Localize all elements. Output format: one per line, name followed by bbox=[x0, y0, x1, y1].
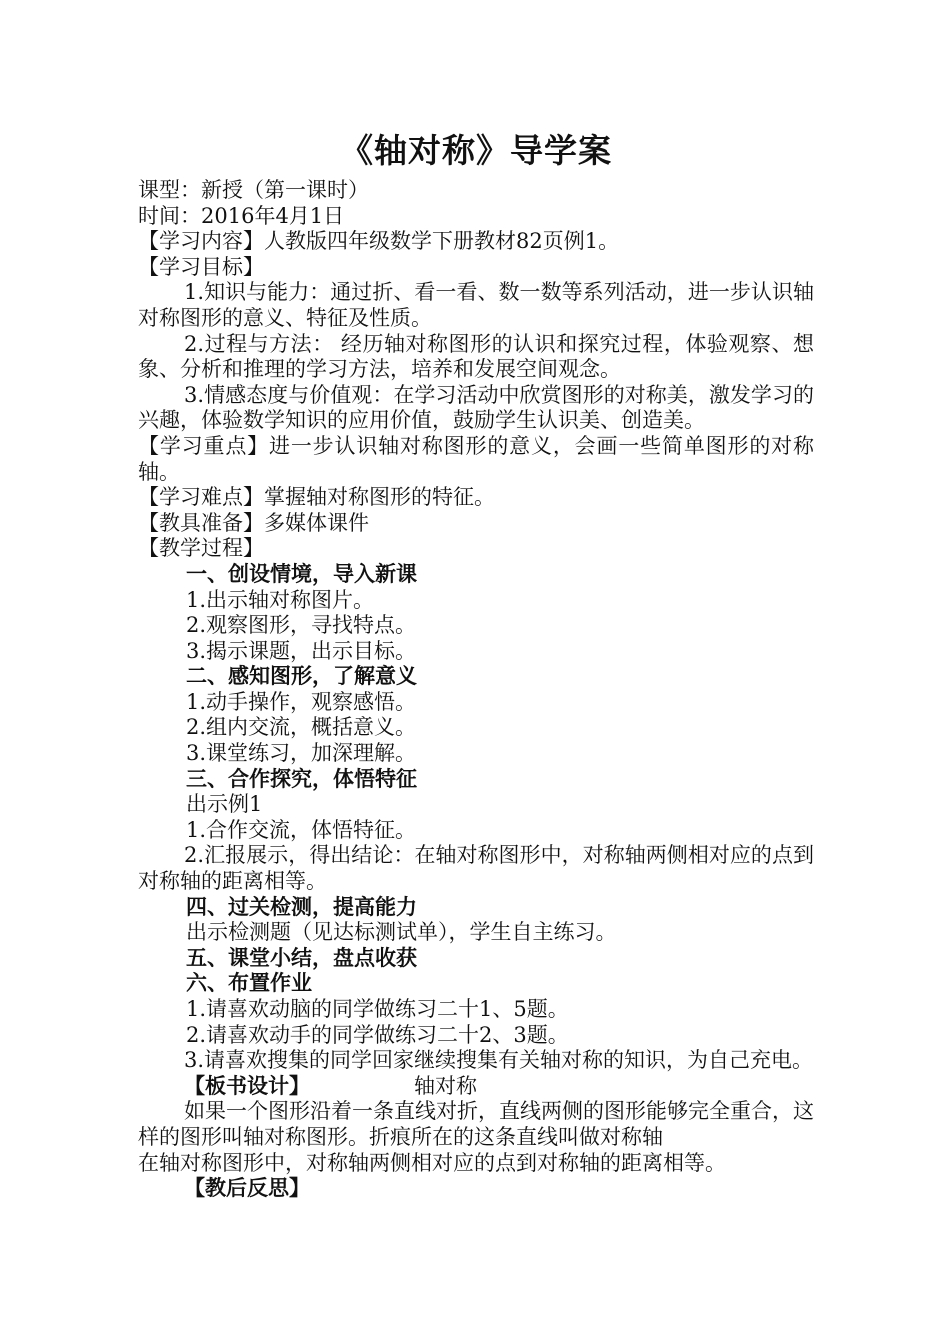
difficulty bbox=[138, 485, 814, 511]
section-line: 1.请喜欢动脑的同学做练习二十1、5题。 bbox=[186, 997, 569, 1021]
difficulty-label: 【学习难点】 bbox=[138, 485, 264, 510]
tools-label: 【教具准备】 bbox=[138, 510, 264, 535]
section-line: 2.组内交流，概括意义。 bbox=[186, 715, 417, 740]
section-heading: 一、创设情境，导入新课 bbox=[186, 561, 417, 586]
section-line: 2.请喜欢动手的同学做练习二十2、3题。 bbox=[186, 1022, 569, 1047]
reflection-label: 【教后反思】 bbox=[184, 1176, 310, 1201]
section-line: 1.合作交流，体悟特征。 bbox=[186, 817, 417, 842]
board-property: 在轴对称图形中，对称轴两侧相对应的点到对称轴的距离相等。 bbox=[138, 1150, 726, 1175]
difficulty-text: 掌握轴对称图形的特征。 bbox=[264, 485, 495, 510]
key-point-text: 进一步认识轴对称图形的意义，会画一些简单图形的对称轴。 bbox=[138, 433, 814, 484]
objective-item: 1.知识与能力：通过折、看一看、数一数等系列活动，进一步认识轴对称图形的意义、特征及性质。 bbox=[138, 280, 814, 330]
objectives-label: 【学习目标】 bbox=[138, 254, 264, 279]
section-paragraph: 2.汇报展示，得出结论：在轴对称图形中，对称轴两侧相对应的点到对称轴的距离相等。 bbox=[138, 843, 814, 894]
lesson-date: 时间：2016年4月1日 bbox=[138, 203, 345, 228]
section-line: 出示检测题（见达标测试单），学生自主练习。 bbox=[186, 920, 617, 945]
section-heading: 五、课堂小结，盘点收获 bbox=[186, 945, 417, 970]
section-line: 1.动手操作，观察感悟。 bbox=[186, 689, 417, 714]
section-line: 3.揭示课题，出示目标。 bbox=[186, 638, 417, 663]
section-line: 1.出示轴对称图片。 bbox=[186, 587, 375, 612]
board-design-header bbox=[138, 1074, 814, 1100]
section-line: 2.观察图形，寻找特点。 bbox=[186, 613, 417, 638]
process-label: 【教学过程】 bbox=[138, 536, 264, 561]
board-definition: 如果一个图形沿着一条直线对折，直线两侧的图形能够完全重合，这样的图形叫轴对称图形。折痕所在的这条直线叫做对称轴 bbox=[138, 1099, 814, 1149]
lesson-type: 课型：新授（第一课时） bbox=[138, 178, 369, 202]
learning-content-text: 人教版四年级数学下册教材82页例1。 bbox=[264, 229, 620, 254]
learning-content bbox=[138, 229, 814, 255]
section-heading: 二、感知图形，了解意义 bbox=[186, 664, 417, 689]
section-heading: 六、布置作业 bbox=[186, 971, 312, 996]
tools bbox=[138, 511, 814, 537]
key-point bbox=[138, 434, 814, 485]
document-title: 《轴对称》导学案 bbox=[340, 131, 612, 170]
section-heading: 三、合作探究，体悟特征 bbox=[186, 766, 417, 791]
tools-text: 多媒体课件 bbox=[264, 510, 369, 535]
document-page bbox=[138, 126, 814, 1202]
section-paragraph: 3.请喜欢搜集的同学回家继续搜集有关轴对称的知识，为自己充电。 bbox=[184, 1048, 814, 1073]
board-topic: 轴对称 bbox=[414, 1073, 477, 1098]
objective-item: 3.情感态度与价值观：在学习活动中欣赏图形的对称美，激发学习的兴趣，体验数学知识的应用价值，鼓励学生认识美、创造美。 bbox=[138, 382, 814, 433]
board-design-label: 【板书设计】 bbox=[184, 1073, 310, 1098]
learning-content-label: 【学习内容】 bbox=[138, 229, 264, 254]
key-point-label: 【学习重点】 bbox=[138, 433, 269, 458]
objective-item: 2.过程与方法： 经历轴对称图形的认识和探究过程，体验观察、想象、分析和推理的学习方法，培养和发展空间观念。 bbox=[138, 331, 814, 382]
section-heading: 四、过关检测，提高能力 bbox=[186, 894, 417, 919]
section-line: 出示例1 bbox=[186, 792, 263, 817]
section-line: 3.课堂练习，加深理解。 bbox=[186, 741, 417, 766]
